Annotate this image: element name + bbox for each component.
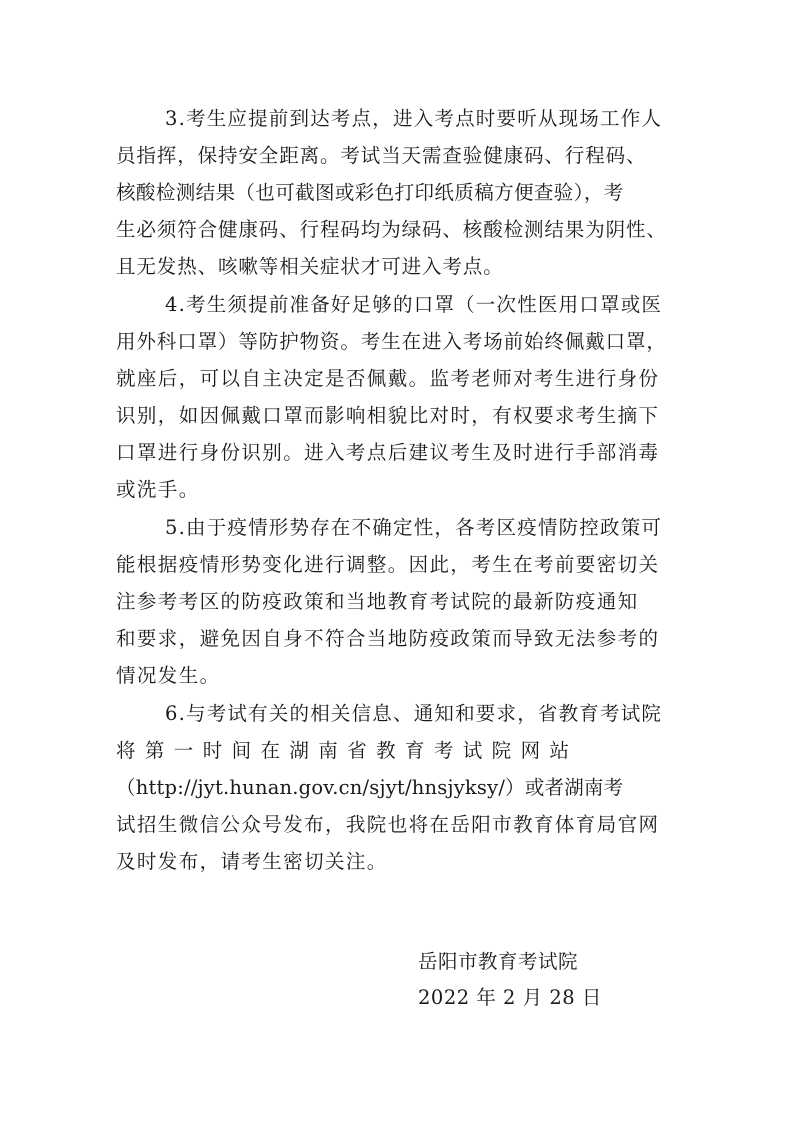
text-line: 能根据疫情形势变化进行调整。因此，考生在考前要密切关 xyxy=(116,553,660,576)
text-line: 3.考生应提前到达考点，进入考点时要听从现场工作人 xyxy=(165,107,663,130)
text-line: 试招生微信公众号发布，我院也将在岳阳市教育体育局官网 xyxy=(116,813,660,836)
text-line: 情况发生。 xyxy=(116,664,221,687)
text-line: 且无发热、咳嗽等相关症状才可进入考点。 xyxy=(116,255,504,278)
text-line: （http://jyt.hunan.gov.cn/sjyt/hnsjyksy/）或者湖南考 xyxy=(116,776,624,799)
text-line: 口罩进行身份识别。进入考点后建议考生及时进行手部消毒 xyxy=(116,441,660,464)
text-line: 就座后，可以自主决定是否佩戴。监考老师对考生进行身份 xyxy=(116,367,660,390)
text-line: 和要求，避免因自身不符合当地防疫政策而导致无法参考的 xyxy=(116,627,660,650)
text-line: 注参考考区的防疫政策和当地教育考试院的最新防疫通知 xyxy=(116,590,639,613)
text-line: 或洗手。 xyxy=(116,478,200,501)
paragraph-item-6 xyxy=(116,695,686,880)
text-line: 识别，如因佩戴口罩而影响相貌比对时，有权要求考生摘下 xyxy=(116,404,660,427)
issuing-organization: 岳阳市教育考试院 xyxy=(418,950,579,973)
text-line: 及时发布，请考生密切关注。 xyxy=(116,850,388,873)
text-line: 用外科口罩）等防护物资。考生在进入考场前始终佩戴口罩， xyxy=(116,330,667,353)
paragraph-item-3 xyxy=(116,100,686,285)
text-line: 生必须符合健康码、行程码均为绿码、核酸检测结果为阴性、 xyxy=(116,218,667,241)
issue-date: 2022 年 2 月 28 日 xyxy=(418,986,602,1009)
text-line: 员指挥，保持安全距离。考试当天需查验健康码、行程码、 xyxy=(116,144,647,167)
text-line: 6.与考试有关的相关信息、通知和要求，省教育考试院 xyxy=(165,702,663,725)
signature-block xyxy=(418,944,602,1016)
text-line: 将 第 一 时 间 在 湖 南 省 教 育 考 试 院 网 站 xyxy=(116,739,571,762)
paragraph-item-4 xyxy=(116,286,686,508)
document-body xyxy=(116,100,686,880)
text-line: 4.考生须提前准备好足够的口罩（一次性医用口罩或医 xyxy=(165,293,663,316)
text-line: 5.由于疫情形势存在不确定性，各考区疫情防控政策可 xyxy=(165,516,663,539)
paragraph-item-5 xyxy=(116,509,686,694)
text-line: 核酸检测结果（也可截图或彩色打印纸质稿方便查验），考 xyxy=(116,181,624,204)
